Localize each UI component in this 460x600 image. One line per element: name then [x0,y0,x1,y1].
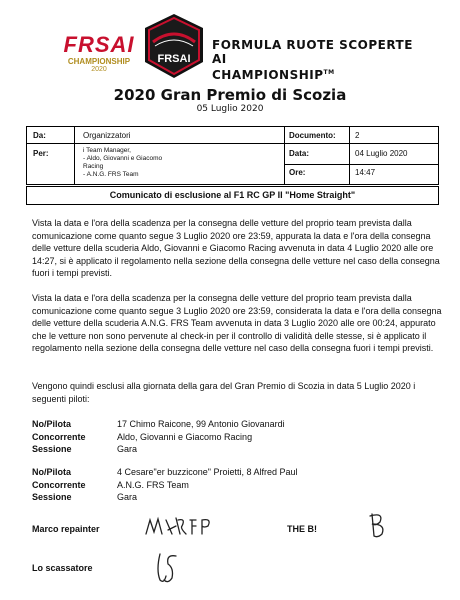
sessione-label: Sessione [32,492,72,502]
document-title: 2020 Gran Premio di Scozia [113,86,347,104]
document-date: 05 Luglio 2020 [196,104,264,114]
logo-line1: FORMULA RUOTE SCOPERTE AI [212,38,413,66]
da-label: Da: [33,131,46,140]
sessione-value: Gara [117,492,138,502]
marco-signature-image [142,512,222,542]
pilota-value: 4 Cesare"er buzzicone" Proietti, 8 Alfred Paul [117,467,298,477]
logo-year-text: 2020 [91,66,107,73]
pilota-label: No/Pilota [32,419,72,429]
logo-sub-text: CHAMPIONSHIP [67,57,131,66]
pilota-value: 17 Chimo Raicone, 99 Antonio Giovanardi [117,419,285,429]
formula-ruote-scoperte-logo [212,38,432,82]
data-label: Data: [289,149,310,158]
frsai-championship-logo [44,34,154,78]
info-table [26,126,439,185]
paragraph-2: Vista la data e l'ora della scadenza per la consegna delle vetture del proprio team prevista dalla comunicazione come quanto segue 3 Luglio 2020 ore 23:59, considerata la data e l'ora della consegna delle vetture della scuderia A.N.G. FRS Team avvenuta in data 3 Luglio 2020 alle ore 00:24, appurato che le vetture non sono pervenute al check-in per il controllo di validità delle stesse, si è applicato il regolamento nella sezione della consegna delle vetture nel caso della consegna fuori i tempi previsti. [32,293,442,353]
the-b-signature-image [362,510,392,540]
per-label: Per: [33,149,49,158]
da-value: Organizzatori [83,131,131,140]
scassatore-signature-image [152,550,182,586]
documento-label: Documento: [289,131,336,140]
sessione-value: Gara [117,444,138,454]
the-b-label: THE B! [287,524,317,534]
concorrente-value: A.N.G. FRS Team [117,479,189,490]
lo-scassatore-label: Lo scassatore [32,563,93,573]
pilota-label: No/Pilota [32,467,72,477]
concorrente-value: Aldo, Giovanni e Giacomo Racing [117,431,253,442]
svg-text:FRSAI: FRSAI [157,53,191,65]
frsai-shield-logo [141,12,207,80]
sessione-label: Sessione [32,444,72,454]
logo-line2: CHAMPIONSHIP™ [212,68,335,82]
concorrente-label: Concorrente [32,479,86,490]
trademark: TM [323,69,335,76]
paragraph-1: Vista la data e l'ora della scadenza per la consegna delle vetture del proprio team prevista dalla comunicazione come quanto segue 3 Luglio 2020 ore 23:59, appurata la data e l'ora della consegna delle vetture della scuderia Aldo, Giovanni e Giacomo Racing avvenuta in data 4 Luglio 2020 alle ore 14:27, si è applicato il regolamento nella sezione della consegna delle vetture nel caso della consegna fuori i tempi previsti. [32,218,440,278]
communication-title: Comunicato di esclusione al F1 RC GP II "Home Straight" [26,186,439,205]
document-header [0,0,460,86]
paragraph-3: Vengono quindi esclusi alla giornata della gara del Gran Premio di Scozia in data 5 Luglio 2020 i seguenti piloti: [32,381,416,404]
ore-value: 14:47 [355,168,376,177]
concorrente-label: Concorrente [32,431,86,442]
data-value: 04 Luglio 2020 [355,149,408,158]
marco-repainter-label: Marco repainter [32,524,100,534]
ore-label: Ore: [289,168,306,177]
logo-main-text: FRSAI [63,32,135,57]
documento-value: 2 [355,131,360,140]
per-value: i Team Manager, - Aldo, Giovanni e Giacomo Racing - A.N.G. FRS Team [83,147,163,178]
